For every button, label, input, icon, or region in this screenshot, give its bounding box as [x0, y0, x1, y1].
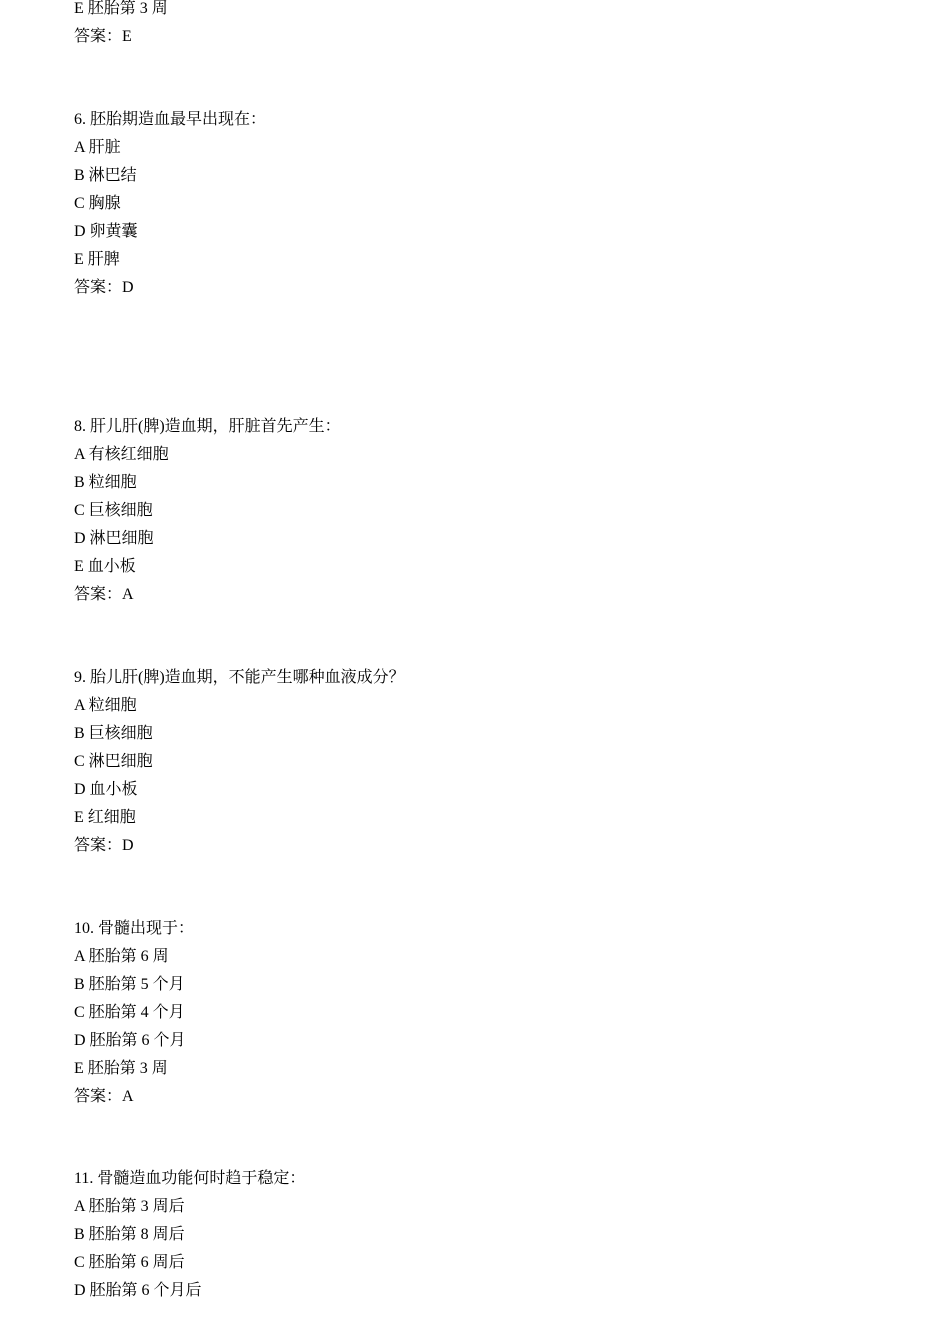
- q6-option-c: C 胸腺: [74, 195, 121, 212]
- q10-option-d: D 胚胎第 6 个月: [74, 1032, 186, 1049]
- q9-option-b: B 巨核细胞: [74, 725, 153, 742]
- q6-stem: 6. 胚胎期造血最早出现在：: [74, 111, 267, 128]
- q9-option-d: D 血小板: [74, 781, 138, 798]
- q6-option-d: D 卵黄囊: [74, 223, 138, 240]
- q8-option-e: E 血小板: [74, 558, 136, 575]
- q9-answer: 答案：D: [74, 837, 134, 854]
- q11-option-d: D 胚胎第 6 个月后: [74, 1282, 202, 1299]
- q11-stem: 11. 骨髓造血功能何时趋于稳定：: [74, 1170, 306, 1187]
- q10-stem: 10. 骨髓出现于：: [74, 920, 195, 937]
- q9-option-e: E 红细胞: [74, 809, 136, 826]
- q8-option-a: A 有核红细胞: [74, 446, 169, 463]
- q11-option-c: C 胚胎第 6 周后: [74, 1254, 185, 1271]
- q8-option-c: C 巨核细胞: [74, 502, 153, 519]
- q10-option-a: A 胚胎第 6 周: [74, 948, 169, 965]
- q10-option-c: C 胚胎第 4 个月: [74, 1004, 185, 1021]
- q11-option-a: A 胚胎第 3 周后: [74, 1198, 185, 1215]
- q6-answer: 答案：D: [74, 279, 134, 296]
- q6-option-b: B 淋巴结: [74, 167, 137, 184]
- q6-option-a: A 肝脏: [74, 139, 121, 156]
- q5-option-e: E 胚胎第 3 周: [74, 0, 168, 17]
- q10-option-e: E 胚胎第 3 周: [74, 1060, 168, 1077]
- q8-stem: 8. 肝儿肝(脾)造血期，肝脏首先产生：: [74, 418, 341, 435]
- q8-option-b: B 粒细胞: [74, 474, 137, 491]
- q6-option-e: E 肝脾: [74, 251, 120, 268]
- q9-option-a: A 粒细胞: [74, 697, 137, 714]
- q8-answer: 答案：A: [74, 586, 134, 603]
- q10-option-b: B 胚胎第 5 个月: [74, 976, 185, 993]
- q8-option-d: D 淋巴细胞: [74, 530, 154, 547]
- q9-option-c: C 淋巴细胞: [74, 753, 153, 770]
- q9-stem: 9. 胎儿肝(脾)造血期，不能产生哪种血液成分？: [74, 669, 405, 686]
- q10-answer: 答案：A: [74, 1088, 134, 1105]
- q5-answer: 答案：E: [74, 28, 132, 45]
- q11-option-b: B 胚胎第 8 周后: [74, 1226, 185, 1243]
